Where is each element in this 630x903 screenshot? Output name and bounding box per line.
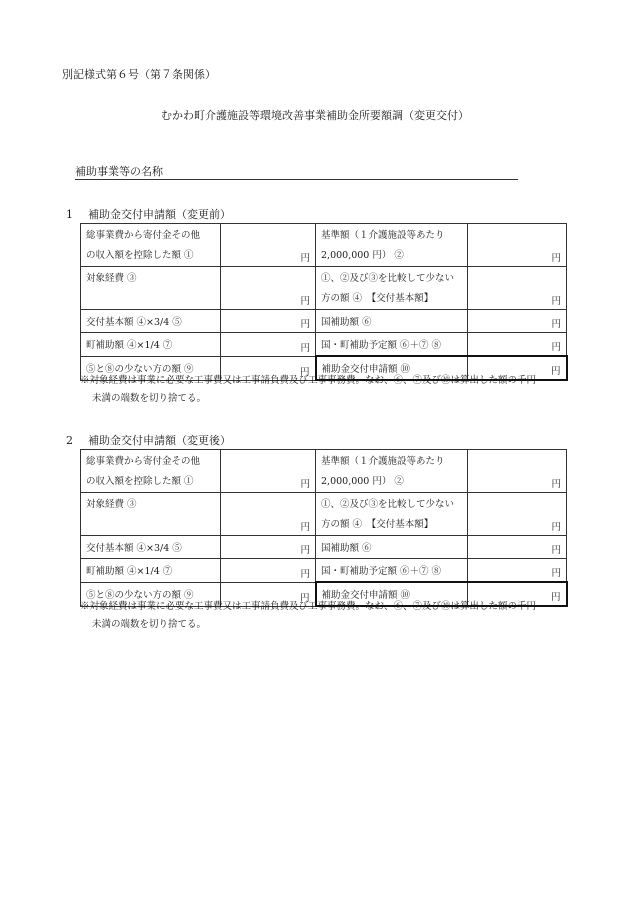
table-row	[81, 450, 567, 493]
table-row	[81, 267, 567, 310]
cell-label: 国補助額 ⑥	[316, 536, 468, 559]
section-2-table	[80, 449, 568, 607]
amount-field-10[interactable]: 円	[468, 356, 567, 380]
table-row	[81, 310, 567, 333]
section-2-note: ※対象経費は事業に必要な工事費又は工事請負費及び工事事務費。なお、⑥、⑦及び⑩は算出した額の千円 未満の端数を切り捨てる。	[80, 601, 537, 630]
cell-label: 基準額（１介護施設等あたり 2,000,000 円） ②	[316, 450, 468, 493]
cell-label: 交付基本額 ④×3/4 ⑤	[81, 536, 221, 559]
section-2-heading: 2 補助金交付申請額（変更後）	[66, 434, 231, 447]
amount-field-8[interactable]: 円	[468, 333, 567, 357]
cell-label: 補助金交付申請額 ⑩	[316, 356, 468, 380]
amount-field-2[interactable]: 円	[468, 450, 567, 493]
amount-field-3[interactable]: 円	[221, 267, 316, 310]
amount-field-8[interactable]: 円	[468, 559, 567, 583]
amount-field-10[interactable]: 円	[468, 582, 567, 606]
table-row	[81, 224, 567, 267]
amount-field-1[interactable]: 円	[221, 450, 316, 493]
amount-field-4[interactable]: 円	[468, 267, 567, 310]
table-row	[81, 333, 567, 357]
cell-label: ⑤と⑧の少ない方の額 ⑨	[81, 582, 221, 606]
amount-field-1[interactable]: 円	[221, 224, 316, 267]
amount-field-3[interactable]: 円	[221, 493, 316, 536]
table-row	[81, 493, 567, 536]
cell-label: 対象経費 ③	[81, 267, 221, 310]
section-1-note: ※対象経費は事業に必要な工事費又は工事請負費及び工事事務費。なお、⑥、⑦及び⑩は算出した額の千円 未満の端数を切り捨てる。	[80, 375, 537, 404]
cell-label: 町補助額 ④×1/4 ⑦	[81, 559, 221, 583]
cell-label: 国・町補助予定額 ⑥＋⑦ ⑧	[316, 333, 468, 357]
cell-label: 交付基本額 ④×3/4 ⑤	[81, 310, 221, 333]
form-label: 別記様式第６号（第７条関係）	[62, 68, 216, 81]
project-name-label: 補助事業等の名称	[75, 165, 163, 178]
amount-field-6[interactable]: 円	[468, 310, 567, 333]
cell-label: 補助金交付申請額 ⑩	[316, 582, 468, 606]
amount-field-2[interactable]: 円	[468, 224, 567, 267]
amount-field-9[interactable]: 円	[221, 582, 316, 606]
table-row	[81, 559, 567, 583]
section-1-heading: 1 補助金交付申請額（変更前）	[66, 208, 231, 221]
cell-label: 総事業費から寄付金その他 の収入額を控除した額 ①	[81, 224, 221, 267]
section-1-table	[80, 223, 568, 381]
cell-label: ①、②及び③を比較して少ない 方の額 ④ 【交付基本額】	[316, 267, 468, 310]
cell-label: 国補助額 ⑥	[316, 310, 468, 333]
amount-field-4[interactable]: 円	[468, 493, 567, 536]
amount-field-5[interactable]: 円	[221, 310, 316, 333]
cell-label: 町補助額 ④×1/4 ⑦	[81, 333, 221, 357]
amount-field-7[interactable]: 円	[221, 559, 316, 583]
cell-label: ①、②及び③を比較して少ない 方の額 ④ 【交付基本額】	[316, 493, 468, 536]
project-name-field[interactable]	[75, 165, 518, 180]
amount-field-9[interactable]: 円	[221, 356, 316, 380]
cell-label: 国・町補助予定額 ⑥＋⑦ ⑧	[316, 559, 468, 583]
cell-label: ⑤と⑧の少ない方の額 ⑨	[81, 356, 221, 380]
amount-field-6[interactable]: 円	[468, 536, 567, 559]
cell-label: 総事業費から寄付金その他 の収入額を控除した額 ①	[81, 450, 221, 493]
cell-label: 基準額（１介護施設等あたり 2,000,000 円） ②	[316, 224, 468, 267]
document-title: むかわ町介護施設等環境改善事業補助金所要額調（変更交付）	[161, 109, 469, 122]
cell-label: 対象経費 ③	[81, 493, 221, 536]
amount-field-7[interactable]: 円	[221, 333, 316, 357]
amount-field-5[interactable]: 円	[221, 536, 316, 559]
table-row	[81, 536, 567, 559]
